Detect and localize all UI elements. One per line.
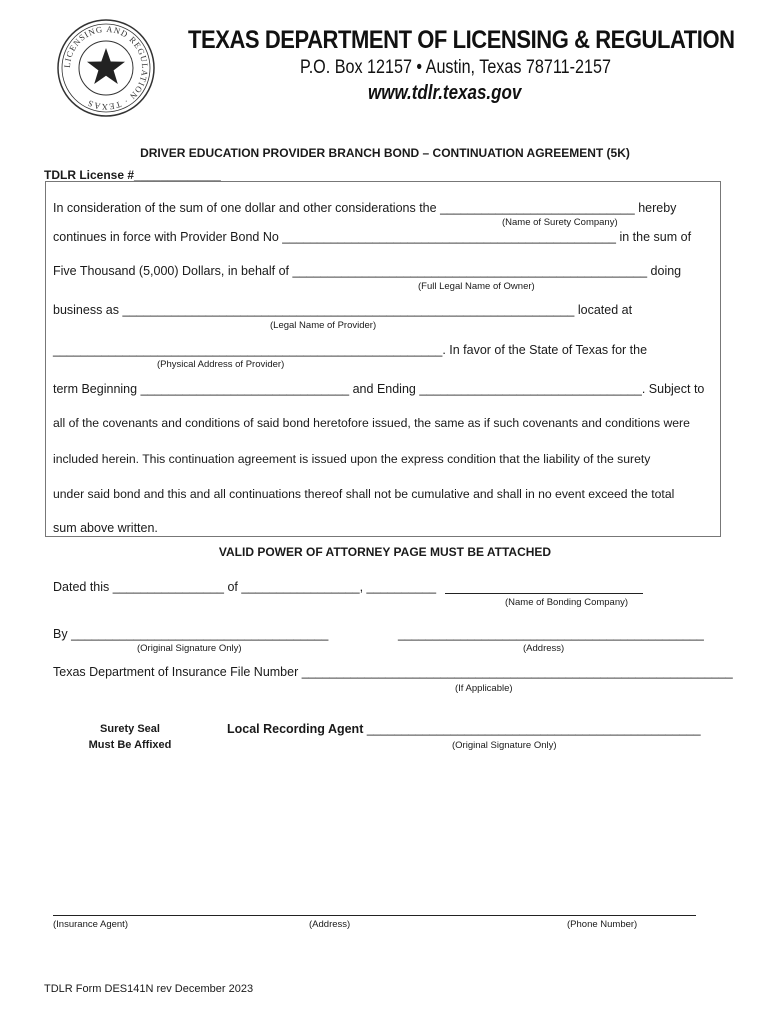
tdi-line bbox=[53, 665, 733, 679]
located-at-text: located at bbox=[577, 303, 633, 317]
license-blank[interactable]: _____________ bbox=[134, 168, 221, 182]
phone-number-caption: (Phone Number) bbox=[567, 919, 638, 930]
bond-number-blank[interactable]: ________________________________________________ bbox=[282, 230, 616, 244]
signature-caption: (Original Signature Only) bbox=[137, 643, 242, 654]
body-line-8: included herein. This continuation agreement is issued upon the express condition that the liability of the surety bbox=[53, 452, 651, 466]
and-ending-text: and Ending bbox=[352, 382, 416, 396]
signature-blank[interactable]: _____________________________________ bbox=[71, 627, 329, 641]
dated-line bbox=[53, 580, 436, 594]
surety-company-caption: (Name of Surety Company) bbox=[502, 217, 618, 228]
body-line-2 bbox=[53, 230, 691, 244]
surety-company-blank[interactable]: ____________________________ bbox=[440, 201, 635, 215]
license-field[interactable] bbox=[44, 168, 221, 182]
by-label: By bbox=[53, 627, 68, 641]
owner-name-blank[interactable]: ___________________________________________________ bbox=[292, 264, 648, 278]
hereby-text: hereby bbox=[638, 201, 677, 215]
provider-name-blank[interactable]: _________________________________________________________________ bbox=[122, 303, 575, 317]
provider-address-caption: (Physical Address of Provider) bbox=[157, 359, 285, 370]
bonding-company-caption: (Name of Bonding Company) bbox=[505, 597, 629, 608]
surety-seal-note-1: Surety Seal bbox=[100, 723, 160, 735]
dated-of-text: of bbox=[227, 580, 238, 594]
tdi-label: Texas Department of Insurance File Number bbox=[53, 665, 299, 679]
sum-text: in the sum of bbox=[619, 230, 692, 244]
term-beginning-text: term Beginning bbox=[53, 382, 138, 396]
provider-name-caption: (Legal Name of Provider) bbox=[270, 320, 377, 331]
consideration-text: In consideration of the sum of one dollar and other considerations the bbox=[53, 201, 437, 215]
term-end-blank[interactable]: ________________________________ bbox=[419, 382, 642, 396]
agency-website: www.tdlr.texas.gov bbox=[368, 82, 522, 104]
address-blank[interactable]: ____________________________________________ bbox=[398, 627, 704, 641]
body-line-6 bbox=[53, 382, 704, 396]
local-agent-signature-blank[interactable]: ________________________________________________ bbox=[366, 722, 701, 736]
body-line-9: under said bond and this and all continuations thereof shall not be cumulative and shall in no event exceed the total bbox=[53, 487, 675, 501]
address-caption: (Address) bbox=[523, 643, 565, 654]
term-begin-blank[interactable]: ______________________________ bbox=[140, 382, 350, 396]
local-agent-label: Local Recording Agent bbox=[227, 722, 364, 736]
insurance-agent-caption: (Insurance Agent) bbox=[53, 919, 128, 930]
provider-address-blank[interactable]: ________________________________________________________ bbox=[53, 343, 443, 357]
tdi-file-number-blank[interactable]: ______________________________________________________________ bbox=[301, 665, 733, 679]
by-line bbox=[53, 627, 328, 641]
insurance-agent-line[interactable] bbox=[53, 915, 696, 916]
surety-seal-note-2: Must Be Affixed bbox=[88, 739, 172, 751]
form-title: DRIVER EDUCATION PROVIDER BRANCH BOND – CONTINUATION AGREEMENT (5K) bbox=[140, 146, 630, 160]
amount-text: Five Thousand (5,000) Dollars, in behalf of bbox=[53, 264, 290, 278]
dated-label: Dated this bbox=[53, 580, 110, 594]
dated-month-blank[interactable]: _________________, bbox=[241, 580, 364, 594]
bonding-company-line[interactable] bbox=[445, 593, 643, 594]
form-number: TDLR Form DES141N rev December 2023 bbox=[44, 983, 254, 995]
subject-to-text: . Subject to bbox=[641, 382, 705, 396]
local-agent-caption: (Original Signature Only) bbox=[452, 740, 557, 751]
dated-day-blank[interactable]: ________________ bbox=[112, 580, 224, 594]
body-line-3 bbox=[53, 264, 681, 278]
body-line-1 bbox=[53, 201, 676, 215]
body-line-7: all of the covenants and conditions of said bond heretofore issued, the same as if such covenants and conditions were bbox=[53, 416, 690, 430]
body-line-4 bbox=[53, 303, 632, 317]
agency-seal-logo bbox=[56, 18, 156, 118]
business-as-text: business as bbox=[53, 303, 120, 317]
doing-text: doing bbox=[650, 264, 682, 278]
dated-year-blank[interactable]: __________ bbox=[366, 580, 437, 594]
tdi-caption: (If Applicable) bbox=[455, 683, 513, 694]
agency-address: P.O. Box 12157 • Austin, Texas 78711-2157 bbox=[300, 57, 611, 78]
bond-no-text: continues in force with Provider Bond No bbox=[53, 230, 279, 244]
owner-name-caption: (Full Legal Name of Owner) bbox=[418, 281, 535, 292]
agency-name: TEXAS DEPARTMENT OF LICENSING & REGULATION bbox=[188, 26, 735, 54]
insurance-address-caption: (Address) bbox=[309, 919, 351, 930]
license-label: TDLR License # bbox=[44, 168, 135, 182]
power-of-attorney-notice: VALID POWER OF ATTORNEY PAGE MUST BE ATTACHED bbox=[218, 545, 552, 559]
in-favor-text: . In favor of the State of Texas for the bbox=[442, 343, 648, 357]
body-line-5 bbox=[53, 343, 647, 357]
seal-text: LICENSING AND REGULATION · TEXAS bbox=[61, 23, 151, 113]
agent-line bbox=[227, 722, 701, 736]
body-line-10: sum above written. bbox=[53, 521, 158, 535]
